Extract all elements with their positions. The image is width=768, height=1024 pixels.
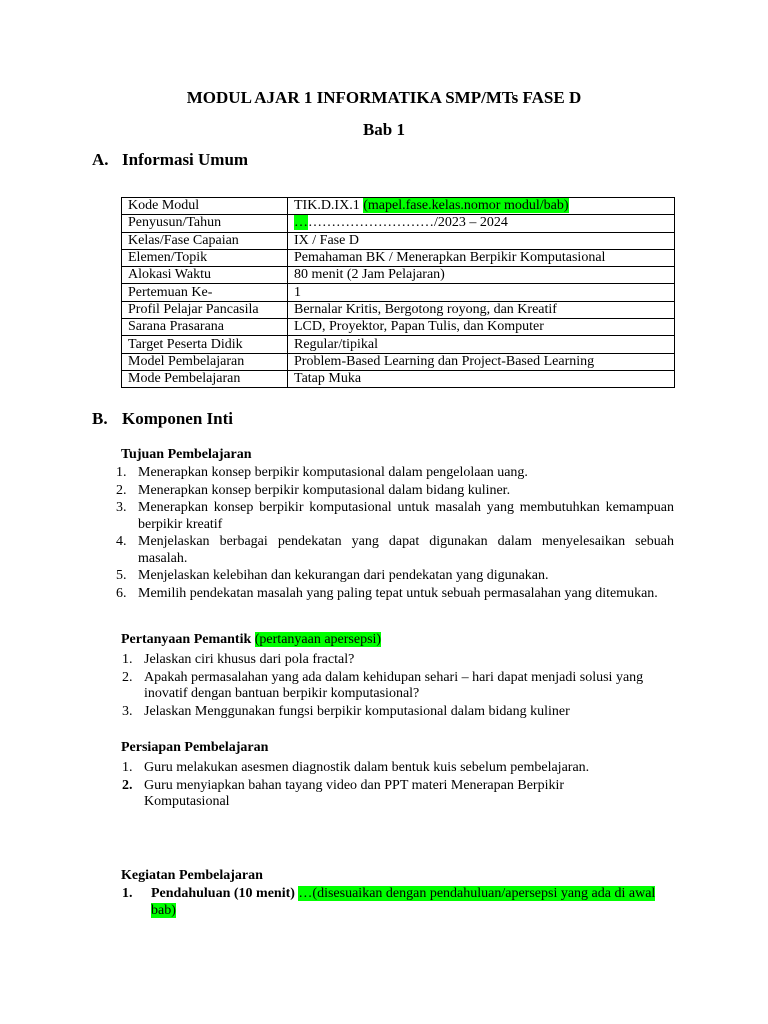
list-item: 5. Menjelaskan kelebihan dan kekurangan dari pendekatan yang digunakan. <box>116 568 549 583</box>
table-row <box>122 336 675 353</box>
section-a-title: Informasi Umum <box>122 150 249 169</box>
table-value: 80 menit (2 Jam Pelajaran) <box>288 267 675 284</box>
table-row <box>122 370 675 387</box>
table-row <box>122 301 675 318</box>
kegiatan-list <box>122 886 670 920</box>
table-key: Pertemuan Ke- <box>122 284 288 301</box>
list-item: 4. Menjelaskan berbagai pendekatan yang dapat digunakan dalam menyelesaikan sebuah masalah. <box>116 534 674 566</box>
table-key: Target Peserta Didik <box>122 336 288 353</box>
section-a-label: A. <box>92 150 109 169</box>
highlight-note: (mapel.fase.kelas.nomor modul/bab) <box>363 198 569 214</box>
list-item: 2. Menerapkan konsep berpikir komputasional dalam bidang kuliner. <box>116 482 511 498</box>
highlight-note: (pertanyaan apersepsi) <box>254 632 382 647</box>
table-row <box>122 232 675 249</box>
list-item: 1. Menerapkan konsep berpikir komputasional dalam pengelolaan uang. <box>116 465 528 480</box>
list-item: 1. Jelaskan ciri khusus dari pola fractal? <box>122 652 355 667</box>
pemantik-heading: Pertanyaan Pemantik (pertanyaan apersepsi) <box>121 632 382 647</box>
table-row <box>122 353 675 370</box>
highlight-note: …(disesuaikan dengan pendahuluan/apersepsi yang ada di awal bab) <box>151 886 656 918</box>
table-row <box>122 249 675 266</box>
table-key: Alokasi Waktu <box>122 267 288 284</box>
list-item: 2. Guru menyiapkan bahan tayang video dan PPT materi Menerapan Berpikir Komputasional <box>122 777 565 809</box>
table-value: Pemahaman BK / Menerapkan Berpikir Komputasional <box>288 249 675 266</box>
tujuan-list <box>116 465 674 603</box>
table-row <box>122 215 675 232</box>
table-key: Mode Pembelajaran <box>122 370 288 387</box>
table-value: 1 <box>288 284 675 301</box>
info-table <box>121 197 675 388</box>
table-value: Tatap Muka <box>288 370 675 387</box>
list-item: 3. Menerapkan konsep berpikir komputasional untuk masalah yang membutuhkan kemampuan berpikir kreatif <box>116 500 674 532</box>
list-item: 1. Guru melakukan asesmen diagnostik dalam bentuk kuis sebelum pembelajaran. <box>122 760 590 775</box>
persiapan-heading: Persiapan Pembelajaran <box>121 740 269 755</box>
list-item: 3. Jelaskan Menggunakan fungsi berpikir komputasional dalam bidang kuliner <box>122 703 570 719</box>
table-value: LCD, Proyektor, Papan Tulis, dan Komputer <box>288 319 675 336</box>
list-item: 1. Pendahuluan (10 menit) …(disesuaikan dengan pendahuluan/apersepsi yang ada di awal bab) <box>122 886 656 918</box>
persiapan-list <box>122 760 652 812</box>
section-b-heading <box>92 409 233 429</box>
table-value: Bernalar Kritis, Bergotong royong, dan Kreatif <box>288 301 675 318</box>
document-title: MODUL AJAR 1 INFORMATIKA SMP/MTs FASE D <box>186 88 582 107</box>
table-key: Kelas/Fase Capaian <box>122 232 288 249</box>
kegiatan-label: Pendahuluan (10 menit) <box>151 886 299 901</box>
section-b-label: B. <box>92 409 108 428</box>
table-value: IX / Fase D <box>288 232 675 249</box>
table-key: Model Pembelajaran <box>122 353 288 370</box>
section-b-title: Komponen Inti <box>122 409 233 428</box>
table-value: …………………………/2023 – 2024 <box>288 215 675 232</box>
chapter-title: Bab 1 <box>362 120 406 139</box>
table-row <box>122 319 675 336</box>
table-value: Problem-Based Learning dan Project-Based Learning <box>288 353 675 370</box>
table-key: Profil Pelajar Pancasila <box>122 301 288 318</box>
table-key: Elemen/Topik <box>122 249 288 266</box>
table-row <box>122 198 675 215</box>
table-value: TIK.D.IX.1 (mapel.fase.kelas.nomor modul/bab) <box>288 198 675 215</box>
highlight-note: … <box>294 215 308 231</box>
list-item: 2. Apakah permasalahan yang ada dalam kehidupan sehari – hari dapat menjadi solusi yang inovatif dengan bantuan berpikir komputasional? <box>122 669 644 701</box>
list-item: 6. Memilih pendekatan masalah yang paling tepat untuk sebuah permasalahan yang ditemukan. <box>116 585 658 601</box>
tujuan-heading: Tujuan Pembelajaran <box>121 447 252 462</box>
table-row <box>122 267 675 284</box>
table-value: Regular/tipikal <box>288 336 675 353</box>
table-key: Kode Modul <box>122 198 288 215</box>
pemantik-list <box>122 652 674 721</box>
table-key: Sarana Prasarana <box>122 319 288 336</box>
table-row <box>122 284 675 301</box>
table-key: Penyusun/Tahun <box>122 215 288 232</box>
kegiatan-heading: Kegiatan Pembelajaran <box>121 868 263 883</box>
section-a-heading <box>92 150 248 170</box>
